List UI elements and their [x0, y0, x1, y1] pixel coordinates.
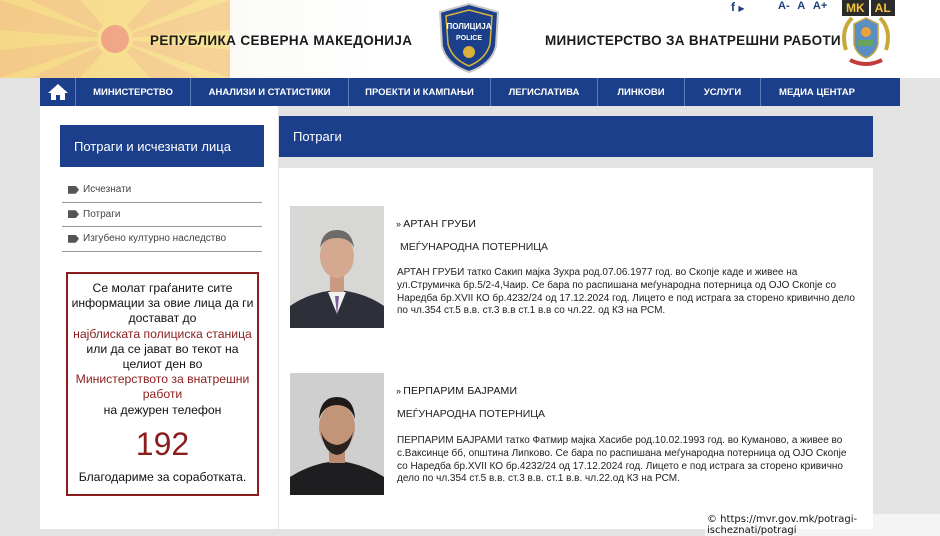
nav-item-analysis[interactable]: АНАЛИЗИ И СТАТИСТИКИ	[191, 78, 349, 106]
person-photo	[290, 373, 384, 495]
sidebar-heading: Потраги и исчезнати лица	[60, 125, 264, 167]
facebook-icon[interactable]: f	[731, 0, 735, 14]
page-title: Потраги	[279, 116, 873, 157]
sidebar-item-label: Изгубено културно наследство	[83, 233, 227, 245]
home-icon	[47, 83, 69, 101]
chevron-right-icon: »	[396, 219, 402, 229]
person-description: АРТАН ГРУБИ татко Сакип мајка Зухра род.07.06.1977 год. во Скопје каде и живее на ул.Струмичка бр.5/2-4,Чаир. Се бара по распишана меѓународна потерница од ОЈО Скопје со Наредба бр.XVII КО бр.4232/24 од 17.12.2024 год. Лицето е под истрага за сторено кривично дело по чл.354 ст.5 в.в. ст.3 в.в ст.1 в.в со чл.22. од КЗ на РСМ.	[397, 267, 855, 317]
sidebar-item-label: Потраги	[83, 208, 121, 220]
sidebar-item-missing[interactable]	[62, 178, 262, 203]
sidebar-item-wanted[interactable]	[62, 203, 262, 228]
sidebar-item-cultural-heritage[interactable]	[62, 227, 262, 252]
person-photo	[290, 206, 384, 328]
font-size-controls	[778, 0, 832, 12]
notice-box	[66, 272, 259, 496]
font-increase-button[interactable]: A+	[812, 0, 828, 12]
person-name-text: ПЕРПАРИМ БАЈРАМИ	[403, 385, 518, 397]
person-name-text: АРТАН ГРУБИ	[403, 218, 477, 230]
tag-icon	[68, 186, 79, 194]
notice-text-1: Се молат граѓаните сите информации за овие лица да ги достават до	[71, 281, 254, 326]
nav-item-media-center[interactable]: МЕДИА ЦЕНТАР	[779, 86, 855, 98]
source-caption: © https://mvr.gov.mk/potragi-ischeznati/potragi	[705, 514, 940, 536]
nav-item-legislation[interactable]: ЛЕГИСЛАТИВА	[491, 78, 598, 106]
police-logo-text-bottom: POLICE	[455, 35, 483, 42]
tag-icon	[68, 235, 79, 243]
main-navigation	[40, 78, 900, 106]
nav-item-services[interactable]: УСЛУГИ	[685, 78, 761, 106]
republic-title: РЕПУБЛИКА СЕВЕРНА МАКЕДОНИЈА	[150, 33, 413, 48]
sidebar-item-label: Исчезнати	[83, 184, 132, 196]
ministry-title: МИНИСТЕРСТВО ЗА ВНАТРЕШНИ РАБОТИ	[545, 33, 841, 48]
person-name[interactable]	[396, 218, 476, 230]
tag-icon	[68, 210, 79, 218]
emergency-phone-number: 192	[135, 425, 190, 462]
notice-text-4: Министерството за внатрешни работи	[75, 372, 250, 402]
home-button[interactable]	[40, 78, 76, 106]
lang-mk-button[interactable]: MK	[842, 0, 869, 16]
nav-item-links[interactable]: ЛИНКОВИ	[598, 78, 685, 106]
police-logo-text-top: ПОЛИЦИЈА	[446, 22, 492, 31]
chevron-right-icon: »	[396, 386, 402, 396]
notice-text-5: на дежурен телефон	[103, 402, 222, 417]
nav-item-projects[interactable]: ПРОЕКТИ И КАМПАЊИ	[349, 78, 491, 106]
notice-text-2: најблиската полициска станица	[73, 326, 252, 341]
sidebar-menu	[62, 178, 262, 252]
font-normal-button[interactable]: A	[797, 0, 806, 12]
font-decrease-button[interactable]: A-	[778, 0, 790, 12]
person-description: ПЕРПАРИМ БАЈРАМИ татко Фатмир мајка Хасибе род.10.02.1993 год. во Куманово, а живее во с.Ваксинце бб, општина Липково. Се бара по распишана меѓународна потерница од ОЈО Скопје со Наредба бр.XVII КО бр.4232/24 од 17.12.2024 год. Лицето е под истрага за сторено кривично дело по чл.354 ст.5 в.в. ст.3 в.в. ст.1 в.в. чл.22.од КЗ на РСМ.	[397, 435, 847, 485]
nav-item-ministry[interactable]: МИНИСТЕРСТВО	[76, 78, 191, 106]
notice-thanks: Благодариме за соработката.	[78, 469, 247, 484]
site-header	[0, 0, 940, 78]
lang-al-button[interactable]: AL	[871, 0, 895, 16]
police-badge-logo[interactable]	[436, 2, 502, 74]
person-name[interactable]	[396, 385, 517, 397]
coat-of-arms-icon	[836, 10, 896, 72]
youtube-icon[interactable]: ▶	[738, 4, 745, 13]
notice-text-3: или да се јават во текот на целиот ден во	[86, 341, 239, 372]
person-status: МЕЃУНАРОДНА ПОТЕРНИЦА	[397, 408, 546, 420]
social-links	[731, 0, 745, 14]
person-status: МЕЃУНАРОДНА ПОТЕРНИЦА	[400, 241, 549, 253]
